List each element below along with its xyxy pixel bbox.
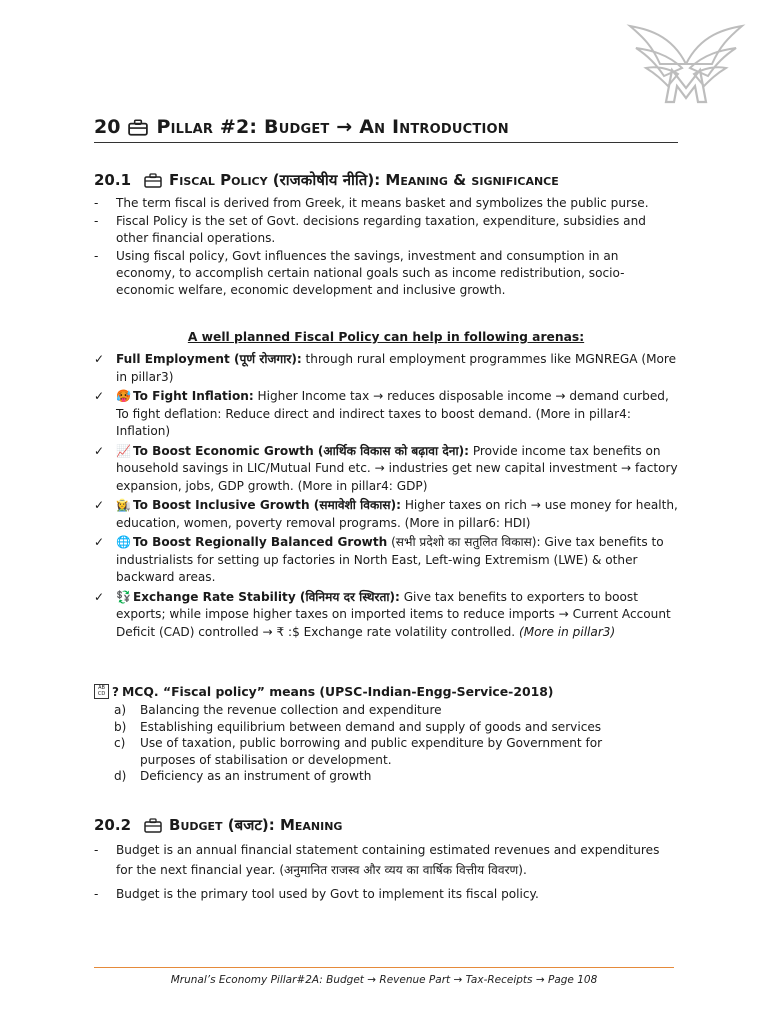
arena-title: To Fight Inflation:	[132, 389, 254, 403]
arenas-list	[94, 351, 678, 643]
bullet-item: - Using fiscal policy, Govt influences the savings, investment and consumption in an economy, to accomplish certain national goals such as income redistribution, socio-economic welfare, economic development and inclusive growth.	[94, 248, 678, 299]
arena-title: To Boost Economic Growth (आर्थिक विकास को बढ़ावा देना):	[132, 443, 469, 458]
mcq-option: b) Establishing equilibrium between demand and supply of goods and services	[114, 719, 602, 734]
page-footer: Mrunal’s Economy Pillar#2A: Budget → Revenue Part → Tax-Receipts → Page 108	[170, 974, 598, 986]
currency-exchange-icon: 💱	[116, 589, 131, 604]
people-icon: 👩‍🌾	[116, 498, 131, 512]
mcq-option: c) Use of taxation, public borrowing and public expenditure by Government for purposes of stabilisation or development.	[114, 736, 603, 767]
arena-title: Exchange Rate Stability (विनिमय दर स्थिरता):	[132, 589, 400, 604]
arena-text: Higher taxes on rich → use money for health, education, women, poverty removal programs. (More in pillar6: HDI)	[116, 498, 678, 530]
fiscal-policy-bullets	[94, 195, 678, 300]
hot-face-icon: 🥵	[116, 389, 131, 403]
checkmark-icon: ✓	[94, 498, 105, 512]
mcq-title: MCQ. “Fiscal policy” means (UPSC-Indian-Engg-Service-2018)	[121, 684, 554, 699]
arena-title: To Boost Inclusive Growth (समावेशी विकास):	[132, 498, 401, 512]
arena-text: Give tax benefits to exporters to boost exports; while impose higher taxes on imported items to reduce imports → Current Account Deficit (CAD) controlled → ₹ :$ Exchange rate volatility controlled.	[116, 589, 671, 639]
budget-bullets	[94, 840, 678, 905]
section-heading-20-1	[94, 170, 559, 190]
mcq-heading	[94, 684, 553, 699]
checkmark-icon: ✓	[94, 352, 105, 366]
arena-item	[94, 589, 678, 642]
question-icon: ?	[112, 684, 119, 699]
arena-item	[94, 388, 678, 441]
mcq-options	[114, 702, 654, 785]
briefcase-icon	[128, 119, 148, 136]
bullet-item: - Budget is an annual financial statement containing estimated revenues and expenditures for the next financial year. (अनुमानित राजस्व और व्यय का वार्षिक वित्तीय विवरण).	[94, 840, 678, 880]
chart-up-icon: 📈	[116, 443, 131, 458]
footer-divider	[94, 967, 674, 968]
arenas-heading: A well planned Fiscal Policy can help in following arenas:	[187, 330, 585, 344]
arena-title: To Boost Regionally Balanced Growth	[132, 535, 388, 549]
checkmark-icon: ✓	[94, 535, 105, 549]
arena-item	[94, 443, 678, 496]
bullet-item: - Budget is the primary tool used by Govt to implement its fiscal policy.	[94, 884, 678, 904]
abc-icon: AB CD	[94, 684, 109, 699]
section-number: 20.2	[94, 816, 132, 834]
briefcase-icon	[144, 173, 162, 188]
section-heading-20-2	[94, 815, 342, 835]
bullet-item: - The term fiscal is derived from Greek, it means basket and symbolizes the public purse.	[94, 195, 678, 212]
bullet-item: - Fiscal Policy is the set of Govt. decisions regarding taxation, expenditure, subsidies and other financial operations.	[94, 213, 678, 247]
arena-text: (सभी प्रदेशो का सतुलित विकास): Give tax benefits to industrialists for setting up factories in North East, Left-wing Extremism (LWE) & other backward areas.	[116, 535, 664, 584]
arena-text: Provide income tax benefits on household savings in LIC/Mutual Fund etc. → industries get new capital investment → factory expansion, jobs, GDP growth. (More in pillar4: GDP)	[116, 443, 678, 493]
checkmark-icon: ✓	[94, 443, 105, 458]
arena-text: through rural employment programmes like MGNREGA (More in pillar3)	[116, 352, 677, 384]
arena-title: Full Employment (पूर्ण रोजगार):	[116, 352, 302, 366]
briefcase-icon	[144, 818, 162, 833]
arena-text: Higher Income tax → reduces disposable income → demand curbed, To fight deflation: Reduce direct and indirect taxes to boost demand. (More in pillar4: Inflation)	[116, 389, 669, 438]
checkmark-icon: ✓	[94, 389, 105, 403]
mcq-option: a) Balancing the revenue collection and expenditure	[114, 703, 442, 717]
chapter-title: Pillar #2: Budget → An Introduction	[156, 116, 509, 138]
winged-logo	[626, 24, 746, 106]
section-number: 20.1	[94, 171, 132, 189]
chapter-number: 20	[94, 116, 121, 138]
arena-item	[94, 534, 678, 587]
globe-icon: 🌐	[116, 535, 131, 549]
arena-item	[94, 497, 678, 532]
mcq-option: d) Deficiency as an instrument of growth	[114, 769, 372, 784]
section-title: Fiscal Policy (राजकोषीय नीति): Meaning & significance	[169, 171, 559, 189]
chapter-heading	[94, 112, 678, 143]
arena-tail: (More in pillar3)	[518, 624, 616, 639]
checkmark-icon: ✓	[94, 589, 105, 604]
section-title: Budget (बजट): Meaning	[169, 816, 343, 834]
arena-item	[94, 351, 678, 386]
